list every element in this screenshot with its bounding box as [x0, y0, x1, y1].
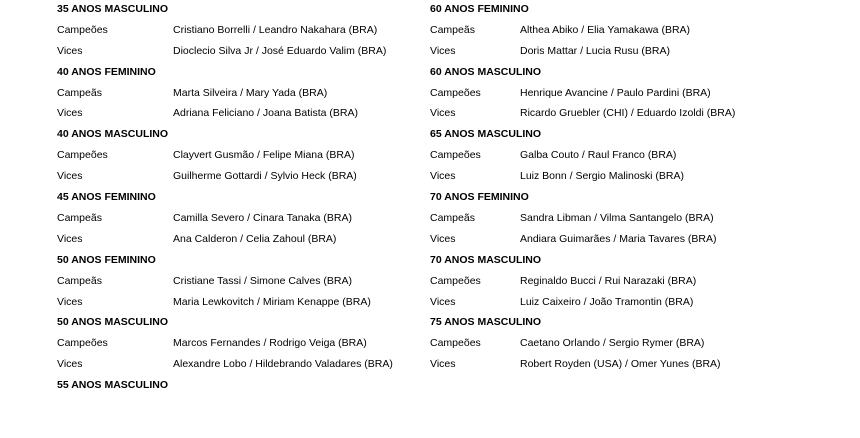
result-row [57, 41, 417, 62]
pair-names: Adriana Feliciano / Joana Batista (BRA) [173, 107, 359, 120]
result-row [57, 103, 417, 124]
result-row [430, 333, 850, 354]
pair-names: Galba Couto / Raul Franco (BRA) [520, 149, 677, 162]
category-title: 75 ANOS MASCULINO [430, 316, 542, 329]
pair-names: Caetano Orlando / Sergio Rymer (BRA) [520, 337, 705, 350]
role-label: Vices [430, 107, 456, 120]
role-label: Campeãs [57, 274, 102, 287]
pair-names: Reginaldo Bucci / Rui Narazaki (BRA) [520, 274, 697, 287]
pair-names: Guilherme Gottardi / Sylvio Heck (BRA) [173, 170, 357, 183]
result-row [57, 145, 417, 166]
category-block [430, 187, 850, 250]
role-label: Vices [430, 232, 456, 245]
left-column [57, 0, 417, 438]
role-label: Campeãs [430, 23, 475, 36]
pair-names: Cristiano Borrelli / Leandro Nakahara (BRA) [173, 23, 378, 36]
result-row [57, 271, 417, 292]
category-title: 60 ANOS FEMININO [430, 3, 529, 15]
result-row [57, 354, 417, 375]
result-row [430, 103, 850, 124]
result-row [57, 20, 417, 41]
category-title: 60 ANOS MASCULINO [430, 65, 542, 78]
pair-names: Clayvert Gusmão / Felipe Miana (BRA) [173, 149, 355, 162]
right-column [430, 0, 850, 375]
category-title: 70 ANOS FEMININO [430, 191, 529, 204]
result-row [430, 292, 850, 313]
pair-names: Marcos Fernandes / Rodrigo Veiga (BRA) [173, 337, 367, 350]
pair-names: Cristiane Tassi / Simone Calves (BRA) [173, 274, 352, 287]
category-block [57, 62, 417, 125]
result-row [430, 145, 850, 166]
pair-names: Marta Silveira / Mary Yada (BRA) [173, 86, 328, 99]
pair-names: Althea Abiko / Elia Yamakawa (BRA) [520, 23, 691, 36]
category-title: 40 ANOS MASCULINO [57, 128, 169, 141]
category-block [57, 187, 417, 250]
role-label: Campeões [57, 23, 108, 36]
role-label: Campeões [57, 337, 108, 350]
category-title: 40 ANOS FEMININO [57, 65, 156, 78]
result-row [430, 41, 850, 62]
category-title: 70 ANOS MASCULINO [430, 253, 542, 266]
role-label: Vices [57, 358, 83, 371]
category-title: 50 ANOS MASCULINO [57, 316, 169, 329]
result-row [430, 229, 850, 250]
role-label: Vices [57, 170, 83, 183]
category-block [57, 0, 417, 62]
pair-names: Camilla Severo / Cinara Tanaka (BRA) [173, 211, 352, 224]
category-block [430, 124, 850, 187]
pair-names: Andiara Guimarães / Maria Tavares (BRA) [520, 232, 717, 245]
result-row [57, 292, 417, 313]
pair-names: Ana Calderon / Celia Zahoul (BRA) [173, 232, 337, 245]
role-label: Campeãs [57, 211, 102, 224]
role-label: Vices [57, 107, 83, 120]
category-title: 35 ANOS MASCULINO [57, 3, 169, 15]
role-label: Vices [430, 295, 456, 308]
result-row [430, 271, 850, 292]
role-label: Campeões [430, 274, 481, 287]
role-label: Vices [430, 44, 456, 57]
pair-names: Alexandre Lobo / Hildebrando Valadares (BRA) [173, 358, 393, 371]
result-row [57, 333, 417, 354]
pair-names: Ricardo Gruebler (CHI) / Eduardo Izoldi (BRA) [520, 107, 736, 120]
pair-names: Luiz Caixeiro / João Tramontin (BRA) [520, 295, 694, 308]
pair-names: Dioclecio Silva Jr / José Eduardo Valim (BRA) [173, 44, 387, 57]
pair-names: Sandra Libman / Vilma Santangelo (BRA) [520, 211, 714, 224]
role-label: Vices [57, 44, 83, 57]
category-title: 55 ANOS MASCULINO [57, 379, 169, 392]
category-title: 65 ANOS MASCULINO [430, 128, 542, 141]
result-row [57, 229, 417, 250]
result-row [430, 83, 850, 104]
category-block [430, 0, 850, 62]
pair-names: Maria Lewkovitch / Miriam Kenappe (BRA) [173, 295, 371, 308]
role-label: Vices [430, 170, 456, 183]
category-block [430, 250, 850, 313]
result-row [57, 166, 417, 187]
pair-names: Doris Mattar / Lucia Rusu (BRA) [520, 44, 670, 57]
role-label: Campeões [57, 149, 108, 162]
category-block [57, 375, 417, 438]
category-title: 50 ANOS FEMININO [57, 253, 156, 266]
result-row [430, 208, 850, 229]
result-row [430, 354, 850, 375]
role-label: Vices [57, 295, 83, 308]
role-label: Campeãs [57, 86, 102, 99]
role-label: Campeões [430, 337, 481, 350]
category-block [430, 62, 850, 125]
pair-names: Luiz Bonn / Sergio Malinoski (BRA) [520, 170, 684, 183]
category-title: 45 ANOS FEMININO [57, 191, 156, 204]
role-label: Campeões [430, 149, 481, 162]
pair-names: Robert Royden (USA) / Omer Yunes (BRA) [520, 358, 721, 371]
pair-names: Henrique Avancine / Paulo Pardini (BRA) [520, 86, 711, 99]
category-block [57, 124, 417, 187]
result-row [430, 166, 850, 187]
category-block [57, 250, 417, 313]
result-row [57, 83, 417, 104]
category-block [57, 312, 417, 375]
result-row [57, 208, 417, 229]
role-label: Vices [430, 358, 456, 371]
result-row [430, 20, 850, 41]
role-label: Campeãs [430, 211, 475, 224]
category-block [430, 312, 850, 375]
role-label: Vices [57, 232, 83, 245]
role-label: Campeões [430, 86, 481, 99]
